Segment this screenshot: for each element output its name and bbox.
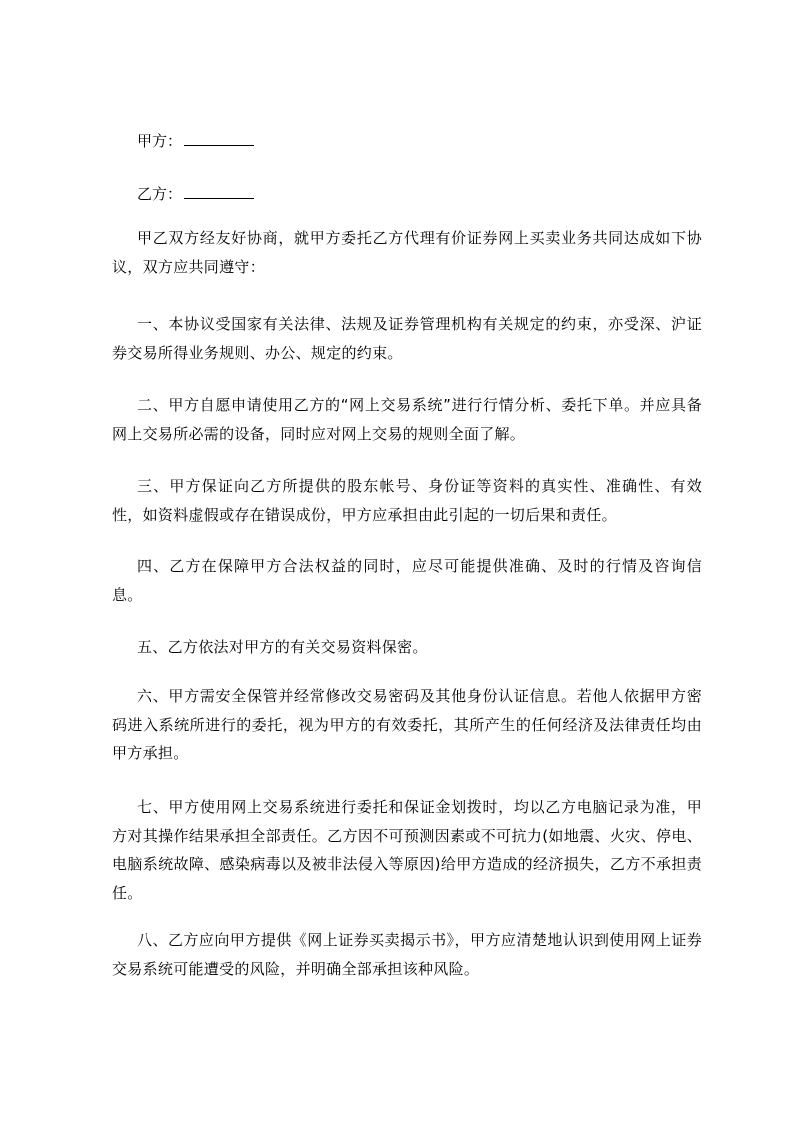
- clause-4: 四、乙方在保障甲方合法权益的同时，应尽可能提供准确、及时的行情及咨询信息。: [112, 557, 702, 604]
- party-b-label: 乙方：: [137, 185, 183, 203]
- clause-3: 三、甲方保证向乙方所提供的股东帐号、身份证等资料的真实性、准确性、有效性，如资料虚假或存在错误成份，甲方应承担由此引起的一切后果和责任。: [112, 477, 702, 524]
- party-a-label: 甲方：: [137, 132, 183, 150]
- party-b-blank: [184, 184, 254, 199]
- clause-8: 八、乙方应向甲方提供《网上证券买卖揭示书》，甲方应清楚地认识到使用网上证券交易系统可能遭受的风险，并明确全部承担该种风险。: [112, 931, 702, 978]
- clause-7: 七、甲方使用网上交易系统进行委托和保证金划拨时，均以乙方电脑记录为准，甲方对其操作结果承担全部责任。乙方因不可预测因素或不可抗力(如地震、火灾、停电、电脑系统故障、感染病毒以及被非法侵入等原因)给甲方造成的经济损失，乙方不承担责任。: [112, 798, 702, 902]
- intro-paragraph: 甲乙双方经友好协商，就甲方委托乙方代理有价证券网上买卖业务共同达成如下协议，双方应共同遵守：: [112, 229, 702, 276]
- clause-6: 六、甲方需安全保管并经常修改交易密码及其他身份认证信息。若他人依据甲方密码进入系统所进行的委托，视为甲方的有效委托，其所产生的任何经济及法律责任均由甲方承担。: [112, 687, 702, 762]
- party-b-line: [137, 184, 727, 204]
- party-a-line: [137, 131, 727, 151]
- clause-1: 一、本协议受国家有关法律、法规及证券管理机构有关规定的约束，亦受深、沪证券交易所得业务规则、办公、规定的约束。: [112, 315, 702, 362]
- clause-2: 二、甲方自愿申请使用乙方的“网上交易系统”进行行情分析、委托下单。并应具备网上交易所必需的设备，同时应对网上交易的规则全面了解。: [112, 396, 702, 443]
- party-a-blank: [184, 131, 254, 146]
- clause-5: 五、乙方依法对甲方的有关交易资料保密。: [137, 638, 428, 656]
